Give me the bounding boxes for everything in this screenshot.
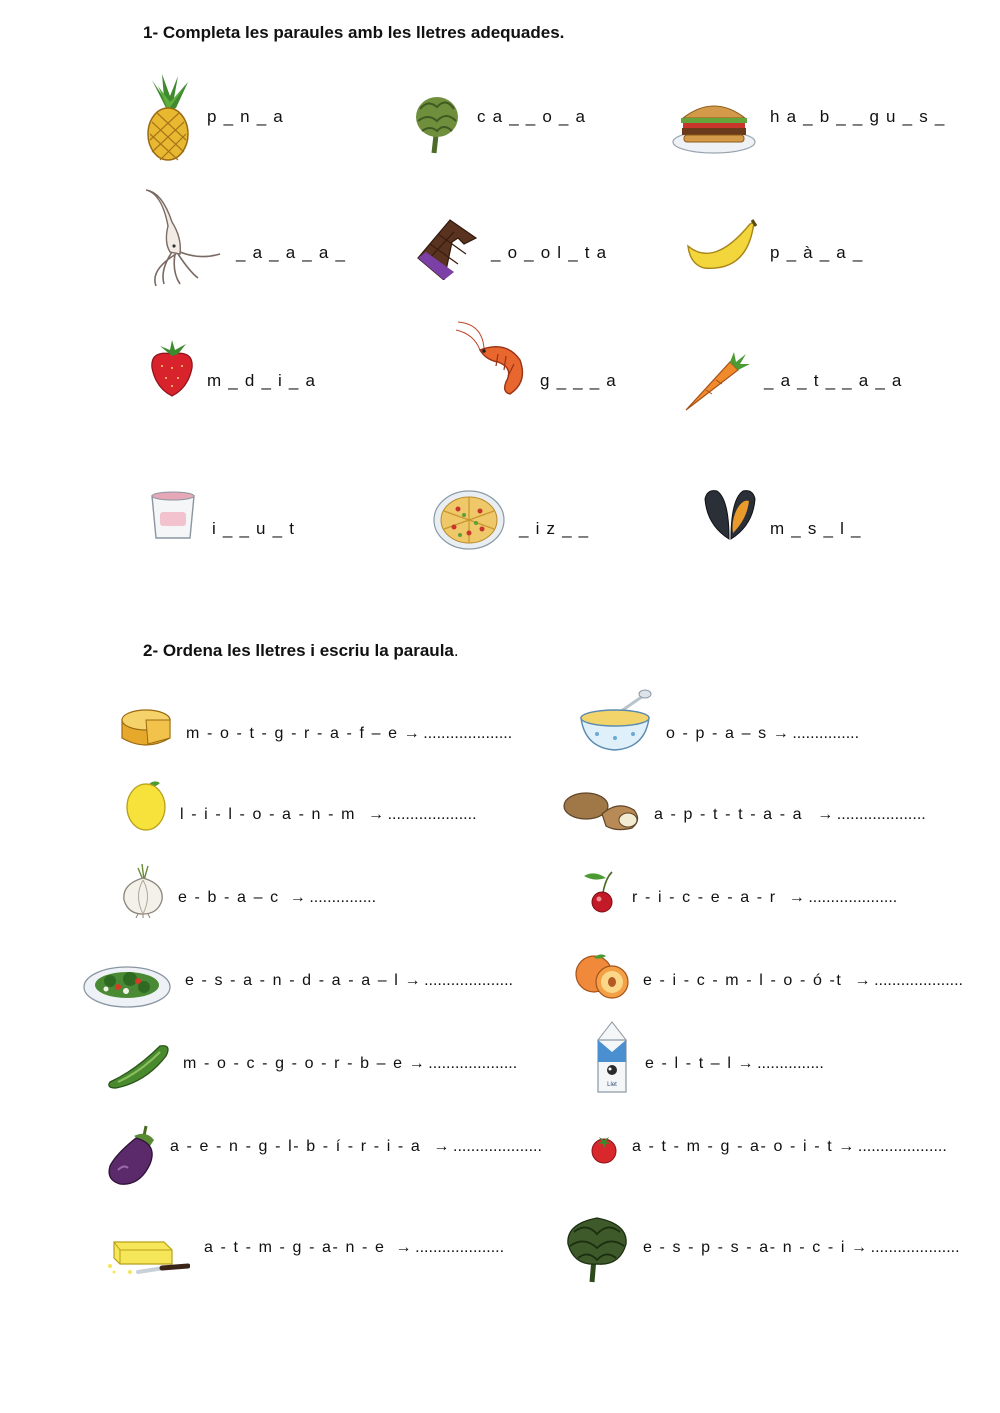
hamburger-icon: [671, 98, 757, 156]
scramble-row-12: [632, 1138, 947, 1156]
exercise-2-title-period: .: [453, 641, 459, 660]
arrow-icon: →: [368, 806, 386, 823]
answer-blank[interactable]: ....................: [415, 1239, 505, 1256]
answer-blank[interactable]: ...............: [309, 889, 377, 906]
answer-blank[interactable]: ....................: [870, 1239, 960, 1256]
word-blank-2: c a _ _ o _ a: [477, 107, 587, 126]
yogurt-icon: [148, 490, 198, 542]
arrow-icon: →: [838, 1138, 856, 1155]
cucumber-icon: [106, 1042, 170, 1090]
arrow-icon: →: [851, 1239, 869, 1256]
onion-icon: [120, 862, 166, 918]
spinach-icon: [564, 1214, 630, 1284]
answer-blank[interactable]: ....................: [428, 1055, 518, 1072]
scramble-letters: m - o - c - g - o - r - b – e: [183, 1055, 404, 1072]
soup-bowl-icon: [577, 688, 653, 756]
word-blank-12: m _ s _ l _: [770, 519, 862, 538]
banana-icon: [684, 218, 758, 274]
peach-icon: [574, 952, 632, 1000]
scramble-letters: o - p - a – s: [666, 725, 768, 742]
scramble-letters: a - p - t - t - a - a: [654, 806, 804, 823]
svg-text:Llet: Llet: [607, 1082, 617, 1088]
word-blank-1: p _ n _ a: [207, 107, 284, 126]
scramble-row-10: [645, 1055, 824, 1073]
arrow-icon: →: [395, 1239, 414, 1256]
cherry-icon: [580, 868, 620, 914]
word-blank-10: i _ _ u _ t: [212, 519, 296, 538]
pizza-icon: [432, 489, 506, 551]
scramble-row-4: [654, 806, 926, 824]
potato-icon: [562, 790, 642, 832]
answer-blank[interactable]: ....................: [874, 972, 963, 989]
arrow-icon: →: [772, 725, 791, 742]
scramble-letters: e - s - a - n - d - a - a – l: [185, 972, 400, 989]
answer-blank[interactable]: ...............: [792, 725, 860, 742]
scramble-row-13: [204, 1239, 504, 1257]
scramble-row-11: [170, 1138, 542, 1156]
arrow-icon: →: [404, 972, 423, 989]
scramble-row-7: [185, 972, 513, 990]
scramble-letters: l - i - l - o - a - n - m: [180, 806, 356, 823]
shrimp-icon: [454, 320, 530, 398]
scramble-row-9: [183, 1055, 517, 1073]
scramble-row-6: [632, 889, 897, 907]
answer-blank[interactable]: ....................: [424, 972, 513, 989]
lemon-icon: [124, 779, 168, 833]
scramble-row-8: [643, 972, 963, 990]
arrow-icon: →: [408, 1055, 427, 1072]
arrow-icon: →: [289, 889, 308, 906]
word-blank-8: g _ _ _ a: [540, 371, 617, 390]
scramble-letters: e - l - t – l: [645, 1055, 733, 1072]
strawberry-icon: [148, 338, 196, 398]
scramble-letters: a - t - m - g - a- n - e: [204, 1239, 386, 1256]
carrot-icon: [684, 350, 750, 412]
scramble-row-1: [186, 725, 512, 743]
milk-carton-icon: [594, 1018, 630, 1096]
word-blank-11: _ i z _ _: [519, 519, 590, 538]
scramble-letters: a - e - n - g - l- b - í - r - i - a: [170, 1138, 422, 1155]
eggplant-icon: [106, 1124, 158, 1188]
arrow-icon: →: [854, 972, 873, 989]
arrow-icon: →: [433, 1138, 452, 1155]
mussel-icon: [703, 487, 757, 543]
answer-blank[interactable]: ....................: [423, 725, 513, 742]
answer-blank[interactable]: ....................: [387, 806, 477, 823]
answer-blank[interactable]: ....................: [857, 1138, 947, 1155]
arrow-icon: →: [737, 1055, 756, 1072]
scramble-letters: e - s - p - s - a- n - c - i: [643, 1239, 847, 1256]
arrow-icon: →: [403, 725, 422, 742]
word-blank-3: h a _ b _ _ g u _ s _: [770, 107, 946, 126]
squid-icon: [140, 186, 226, 290]
scramble-letters: m - o - t - g - r - a - f – e: [186, 725, 399, 742]
salad-icon: [82, 961, 172, 1011]
arrow-icon: →: [817, 806, 835, 823]
answer-blank[interactable]: ....................: [808, 889, 898, 906]
word-blank-9: _ a _ t _ _ a _ a: [764, 371, 903, 390]
pineapple-icon: [140, 72, 196, 162]
cheese-icon: [118, 704, 174, 750]
chocolate-icon: [414, 218, 480, 280]
scramble-row-5: [178, 889, 376, 907]
butter-icon: [104, 1232, 190, 1278]
exercise-1-title: 1- Completa les paraules amb les lletres adequades.: [143, 23, 565, 42]
tomato-icon: [589, 1134, 619, 1164]
answer-blank[interactable]: ...............: [757, 1055, 824, 1072]
scramble-letters: r - i - c - e - a - r: [632, 889, 777, 906]
exercise-2-title: [143, 641, 459, 661]
answer-blank[interactable]: ....................: [453, 1138, 542, 1155]
artichoke-icon: [412, 95, 462, 155]
scramble-letters: a - t - m - g - a- o - i - t: [632, 1138, 834, 1155]
scramble-row-14: [643, 1239, 960, 1257]
word-blank-4: _ a _ a _ a _: [236, 243, 347, 262]
scramble-row-3: [180, 806, 477, 824]
arrow-icon: →: [788, 889, 807, 906]
word-blank-6: p _ à _ a _: [770, 243, 864, 262]
word-blank-5: _ o _ o l _ t a: [491, 243, 608, 262]
word-blank-7: m _ d _ i _ a: [207, 371, 317, 390]
scramble-letters: e - i - c - m - l - o - ó -t: [643, 972, 843, 989]
answer-blank[interactable]: ....................: [836, 806, 926, 823]
scramble-row-2: [666, 725, 859, 743]
exercise-2-title-text: 2- Ordena les lletres i escriu la paraula: [143, 641, 454, 660]
scramble-letters: e - b - a – c: [178, 889, 280, 906]
